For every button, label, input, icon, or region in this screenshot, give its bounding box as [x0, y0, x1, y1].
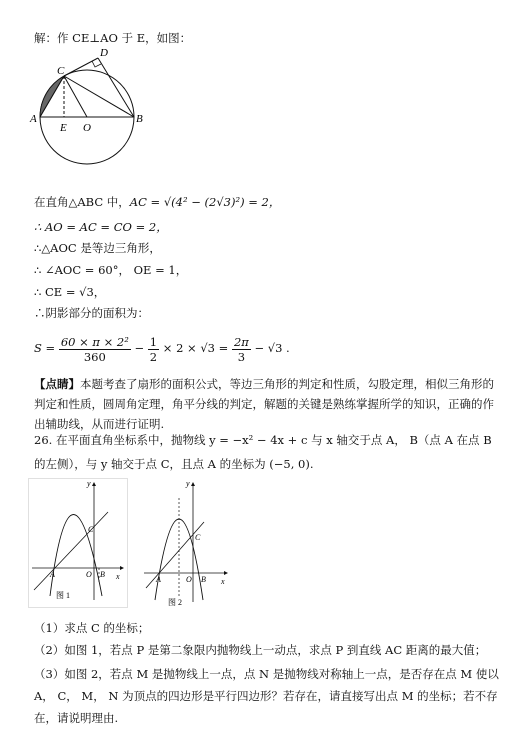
fig1-C: C [88, 525, 94, 534]
comment-tag: 【点睛】 [34, 377, 80, 391]
area-formula: S = $\frac{\text{60 × π × 2²}}{360}$ − $\frac{1}{2}$ × 2 × √3 = $\frac{2\pi}{3}$ − √3 . [34, 334, 290, 364]
comment-paragraph [34, 374, 504, 434]
fig2-B: B [201, 575, 206, 584]
question-3: （3）如图 2，若点 M 是抛物线上一点，点 N 是抛物线对称轴上一点，是否存在点 M 使以 A， C， M， N 为顶点的四边形是平行四边形？若存在，请直接写出点 M 的坐标；若不存在，请说明理由. [34, 667, 499, 725]
fig2-caption: 图 2 [168, 598, 182, 607]
label-C: C [57, 65, 65, 77]
question-1: （1）求点 C 的坐标； [34, 621, 150, 635]
fig1-A: A [50, 570, 55, 579]
label-D: D [100, 47, 108, 59]
problem-26: 26. 在平面直角坐标系中，抛物线 y = −x² − 4x + c 与 x 轴交于点 A， B（点 A 在点 B 的左侧），与 y 轴交于点 C，且点 A 的坐标为 (−5, 0). [34, 433, 492, 471]
fig1-O: O [86, 570, 92, 579]
line-5: ∴ CE = √3， [34, 285, 106, 299]
circle-figure [28, 46, 153, 166]
label-O: O [83, 122, 91, 134]
line-2: ∴ AO = AC = CO = 2， [34, 220, 168, 234]
solution-intro: 解：作 CE⊥AO 于 E，如图： [34, 31, 192, 45]
fig1-y: y [87, 479, 91, 488]
line-3: ∴△AOC 是等边三角形， [34, 241, 161, 255]
line-4: ∴ ∠AOC = 60°， OE = 1， [34, 263, 188, 277]
comment-text: 本题考查了扇形的面积公式，等边三角形的判定和性质，勾股定理，相似三角形的判定和性质，圆周角定理，角平分线的判定，解题的关键是熟练掌握所学的知识，正确的作出辅助线，从而进行证明. [34, 377, 494, 431]
question-2: （2）如图 1，若点 P 是第二象限内抛物线上一动点，求点 P 到直线 AC 距离的最大值； [34, 643, 487, 657]
figure-2 [138, 478, 230, 608]
line-6: ∴阴影部分的面积为： [34, 306, 149, 320]
fig2-C: C [195, 533, 201, 542]
fig2-x: x [221, 577, 225, 586]
fig1-x: x [116, 572, 120, 581]
fig2-O: O [186, 575, 192, 584]
fig1-caption: 图 1 [56, 591, 70, 600]
label-B: B [136, 113, 143, 125]
figure-1 [28, 478, 128, 608]
fig2-A: A [156, 575, 161, 584]
label-E: E [60, 122, 67, 134]
label-A: A [30, 113, 37, 125]
fig2-y: y [186, 479, 190, 488]
fig1-B: B [100, 570, 105, 579]
line-1: 在直角△ABC 中，AC = √(4² − (2√3)²) = 2， [34, 195, 281, 209]
